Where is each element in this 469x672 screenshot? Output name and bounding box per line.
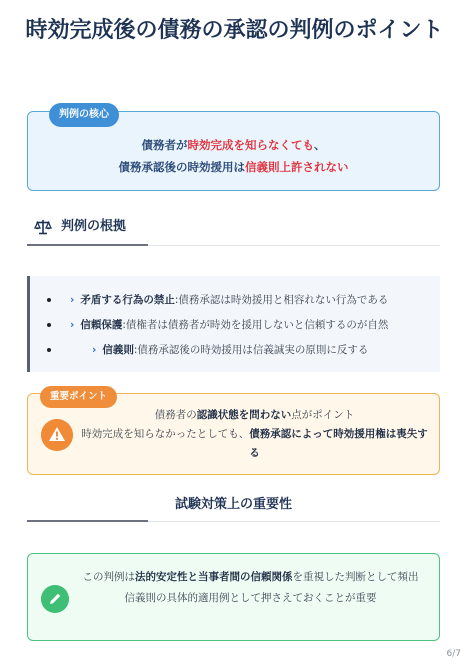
bullet <box>47 348 51 352</box>
list-item: › 矛盾する行為の禁止:債務承認は時効援用と相容れない行為である <box>30 288 443 312</box>
core-box <box>27 111 440 191</box>
core-line-1-highlight: 時効完成を知らなくても <box>187 138 314 152</box>
section-title: 試験対策上の重要性 <box>174 497 292 512</box>
page-number: 6/7 <box>446 649 461 659</box>
scale-icon <box>34 218 52 236</box>
note-l1-post: を重視した判断として頻出 <box>292 571 419 583</box>
core-line-2-pre: 債務承認後の時効援用は <box>118 160 245 174</box>
point-term: 信義則 <box>102 344 134 356</box>
bullet <box>47 298 51 302</box>
note-l2: 信義則の具体的適用例として押さえておくことが重要 <box>124 592 377 604</box>
point-term: 信頼保護 <box>80 319 123 331</box>
basis-list <box>27 276 440 372</box>
section-header-exam <box>27 492 440 522</box>
point-term: 矛盾する行為の禁止 <box>80 294 175 306</box>
core-line-2 <box>28 156 439 178</box>
important-l1-post: 点がポイント <box>291 409 355 421</box>
core-line-1-post: 、 <box>314 138 326 152</box>
chevron-right-icon: › <box>92 344 97 356</box>
chevron-right-icon: › <box>70 319 75 331</box>
important-l2-bold: 債務承認によって時効援用権は喪失する <box>249 428 428 459</box>
list-item: › 信義則:債務承認後の時効援用は信義誠実の原則に反する <box>30 338 443 362</box>
page-title: 時効完成後の債務の承認の判例のポイント <box>25 18 444 43</box>
note-text <box>78 567 423 609</box>
core-badge: 判例の核心 <box>49 103 119 127</box>
important-l2-pre: 時効完成を知らなかったとしても、 <box>81 428 250 440</box>
core-line-2-highlight: 信義則上許されない <box>245 160 349 174</box>
important-badge: 重要ポイント <box>40 386 117 408</box>
important-l1-pre: 債務者の <box>154 409 197 421</box>
point-desc: 債権者は債務者が時効を援用しないと信頼するのが自然 <box>125 319 389 331</box>
note-box <box>27 553 440 641</box>
note-l1-pre: この判例は <box>82 571 135 583</box>
point-desc: 債務承認後の時効援用は信義誠実の原則に反する <box>137 344 369 356</box>
section-underline <box>27 244 148 246</box>
list-item: › 信頼保護:債権者は債務者が時効を援用しないと信頼するのが自然 <box>30 313 443 337</box>
chevron-right-icon: › <box>70 294 75 306</box>
section-underline <box>27 520 148 522</box>
warning-icon <box>41 419 73 451</box>
note-l1-bold: 法的安定性と当事者間の信頼関係 <box>135 571 293 583</box>
important-text <box>80 406 429 463</box>
core-text <box>28 134 439 178</box>
section-title: 判例の根拠 <box>61 219 127 234</box>
core-line-1 <box>28 134 439 156</box>
pencil-icon <box>41 585 69 613</box>
point-desc: 債務承認は時効援用と相容れない行為である <box>178 294 389 306</box>
section-header-basis <box>27 214 440 246</box>
important-box <box>27 393 440 475</box>
bullet <box>47 323 51 327</box>
core-line-1-pre: 債務者が <box>141 138 188 152</box>
important-l1-bold: 認識状態を問わない <box>196 409 292 421</box>
